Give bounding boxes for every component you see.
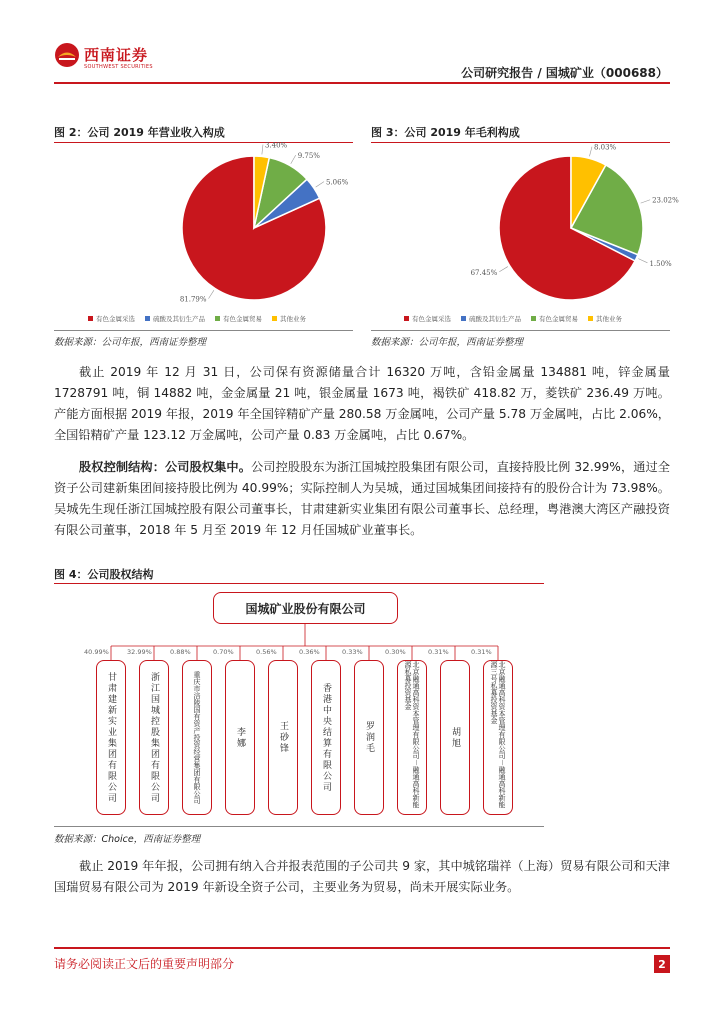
- pie1-legend-item: [531, 314, 578, 323]
- pie0-leader-other-business: [262, 144, 263, 154]
- pie0-label-nonferrous-mining: 81.79%: [179, 295, 207, 304]
- pie1-legend-swatch: [404, 316, 409, 321]
- org-shareholder-box: [311, 660, 341, 815]
- org-shareholder-name: 胡旭: [450, 726, 460, 749]
- org-shareholder-name: 甘肃建新实业集团有限公司: [106, 671, 116, 804]
- org-shareholding-pct: 0.70%: [213, 648, 234, 656]
- fig4-bottom-rule: [54, 826, 544, 827]
- pie0-label-nonferrous-trade: 9.75%: [297, 152, 320, 161]
- pie1-legend-label: 有色金属采选: [412, 315, 451, 323]
- fig2-top-rule: [54, 142, 353, 143]
- fig2-source: 数据来源：公司年报，西南证券整理: [54, 337, 207, 348]
- paragraph-subsidiaries: 截止 2019 年年报，公司拥有纳入合并报表范围的子公司共 9 家，其中城铭瑞祥（上海）贸易有限公司和天津国瑞贸易有限公司为 2019 年新设全资子公司，主要业务为贸易，尚未开展实际业务。: [54, 859, 670, 894]
- fig2-title: 图 2：公司 2019 年营业收入构成: [54, 126, 225, 139]
- report-title: 公司研究报告 / 国城矿业（000688）: [461, 66, 668, 80]
- page-number: 2: [654, 955, 670, 973]
- brand-name-cn: 西南证券: [84, 46, 149, 64]
- pie0-legend-label: 硫酸及其衍生产品: [153, 315, 205, 323]
- pie1-legend-item: [461, 314, 521, 323]
- pie0-legend-swatch: [272, 316, 277, 321]
- org-shareholder-name: 李娜: [235, 726, 245, 749]
- pie1-leader-nonferrous-trade: [641, 200, 650, 203]
- fig3-source: 数据来源：公司年报，西南证券整理: [371, 337, 524, 348]
- pie0-leader-nonferrous-mining: [209, 290, 214, 298]
- fig3-title: 图 3：公司 2019 年毛利构成: [371, 126, 520, 139]
- pie1-legend-swatch: [461, 316, 466, 321]
- fig3-legend: [404, 314, 622, 323]
- pie0-leader-nonferrous-trade: [291, 155, 296, 164]
- org-shareholder-name: 罗润毛: [364, 721, 374, 754]
- pie1-label-other-business: 8.03%: [593, 143, 617, 152]
- org-shareholding-pct: 0.88%: [170, 648, 191, 656]
- pie1-legend-label: 其他业务: [596, 315, 622, 323]
- org-shareholder-box: [440, 660, 470, 815]
- pie1-legend-swatch: [531, 316, 536, 321]
- org-shareholder-name: 北京融通高科资本管理有限公司－融通高科新能源三号私募投资基金: [490, 661, 506, 808]
- paragraph-equity-body: 公司控股股东为浙江国城控股集团有限公司，直接持股比例 32.99%，通过全资子公司建新集团间接持股比例为 40.99%；实际控制人为吴城，通过国城集团间接持有的股份合计为 73.98%。吴城先生现任浙江国城控股有限公司董事长，甘肃建新实业集团有限公司董事长、总经理，粤港澳大湾区产融投资有限公司董事，2018 年 5 月至 2019 年 12 月任国城矿业董事长。: [54, 460, 670, 537]
- org-shareholder-name: 北京融通高科资本管理有限公司－融通高科新能源私募投资基金: [404, 661, 420, 808]
- pie0-legend-label: 有色金属采选: [96, 315, 135, 323]
- pie0-legend-item: [272, 314, 306, 323]
- org-shareholder-box: [139, 660, 169, 815]
- brand-logo: [54, 42, 164, 78]
- org-connector-lines: [54, 624, 524, 664]
- pie0-legend-swatch: [88, 316, 93, 321]
- org-shareholding-pct: 0.56%: [256, 648, 277, 656]
- pie0-legend-label: 有色金属贸易: [223, 315, 262, 323]
- org-shareholder-name: 重庆市涪陵国有资产投资经营集团有限公司: [193, 671, 201, 804]
- pie0-legend-item: [145, 314, 205, 323]
- paragraph-equity: [54, 457, 670, 541]
- org-shareholding-pct: 0.31%: [471, 648, 492, 656]
- fig2-pie-chart: [54, 141, 353, 306]
- pie0-legend-item: [88, 314, 135, 323]
- pie0-legend-label: 其他业务: [280, 315, 306, 323]
- footer-disclaimer: 请务必阅读正文后的重要声明部分: [54, 957, 235, 971]
- pie1-label-sulfuric-acid: 1.50%: [649, 259, 672, 268]
- brand-logo-icon: [54, 42, 80, 68]
- brand-name-en: SOUTHWEST SECURITIES: [84, 64, 153, 70]
- pie0-legend-item: [215, 314, 262, 323]
- pie1-legend-item: [404, 314, 451, 323]
- pie0-label-other-business: 3.40%: [264, 141, 288, 150]
- org-shareholder-box: [96, 660, 126, 815]
- org-shareholding-pct: 40.99%: [84, 648, 109, 656]
- fig2-legend: [88, 314, 306, 323]
- org-shareholder-box: [225, 660, 255, 815]
- pie1-legend-label: 硫酸及其衍生产品: [469, 315, 521, 323]
- pie1-leader-other-business: [589, 147, 591, 157]
- pie1-label-nonferrous-trade: 23.02%: [652, 196, 679, 205]
- org-company-box: 国城矿业股份有限公司: [213, 592, 398, 624]
- org-shareholder-name: 王砂锋: [278, 721, 288, 754]
- fig4-source: 数据来源：Choice，西南证券整理: [54, 834, 201, 845]
- org-shareholder-box: [397, 660, 427, 815]
- header-divider: [54, 82, 670, 84]
- fig3-top-rule: [371, 142, 670, 143]
- org-shareholding-pct: 0.30%: [385, 648, 406, 656]
- footer-divider: [54, 947, 670, 949]
- pie0-label-sulfuric-acid: 5.06%: [326, 178, 349, 187]
- org-shareholding-pct: 32.99%: [127, 648, 152, 656]
- pie0-legend-swatch: [145, 316, 150, 321]
- pie1-label-nonferrous-mining: 67.45%: [470, 268, 498, 277]
- org-shareholding-pct: 0.31%: [428, 648, 449, 656]
- fig2-bottom-rule: [54, 330, 353, 331]
- fig3-bottom-rule: [371, 330, 670, 331]
- org-shareholder-box: [483, 660, 513, 815]
- fig3-pie-chart: [371, 143, 679, 306]
- org-shareholding-pct: 0.33%: [342, 648, 363, 656]
- pie1-legend-item: [588, 314, 622, 323]
- pie1-legend-label: 有色金属贸易: [539, 315, 578, 323]
- org-shareholding-pct: 0.36%: [299, 648, 320, 656]
- pie1-leader-sulfuric-acid: [638, 259, 647, 263]
- pie1-legend-swatch: [588, 316, 593, 321]
- org-shareholder-name: 浙江国城控股集团有限公司: [149, 671, 159, 804]
- org-shareholder-box: [268, 660, 298, 815]
- fig4-title: 图 4：公司股权结构: [54, 568, 154, 581]
- fig4-top-rule: [54, 583, 544, 584]
- pie1-leader-nonferrous-mining: [499, 267, 508, 272]
- org-shareholder-box: [354, 660, 384, 815]
- pie0-leader-sulfuric-acid: [316, 182, 324, 188]
- pie0-legend-swatch: [215, 316, 220, 321]
- org-shareholder-box: [182, 660, 212, 815]
- paragraph-reserves: 截止 2019 年 12 月 31 日，公司保有资源储量合计 16320 万吨，含铅金属量 134881 吨，锌金属量 1728791 吨，铜 14882 吨，金金属量 21 吨，银金属量 1673 吨，褐铁矿 418.82 万，菱铁矿 236.49 万吨。产能方面根据 2019 年报，2019 年全国锌精矿产量 280.58 万金属吨，公司产量 5.78 万金属吨，占比 2.06%，全国铅精矿产量 123.12 万金属吨，公司产量 0.83 万金属吨，占比 0.67%。: [54, 365, 670, 442]
- org-shareholder-name: 香港中央结算有限公司: [321, 682, 331, 793]
- paragraph-equity-lead: 股权控制结构：公司股权集中。: [79, 460, 251, 474]
